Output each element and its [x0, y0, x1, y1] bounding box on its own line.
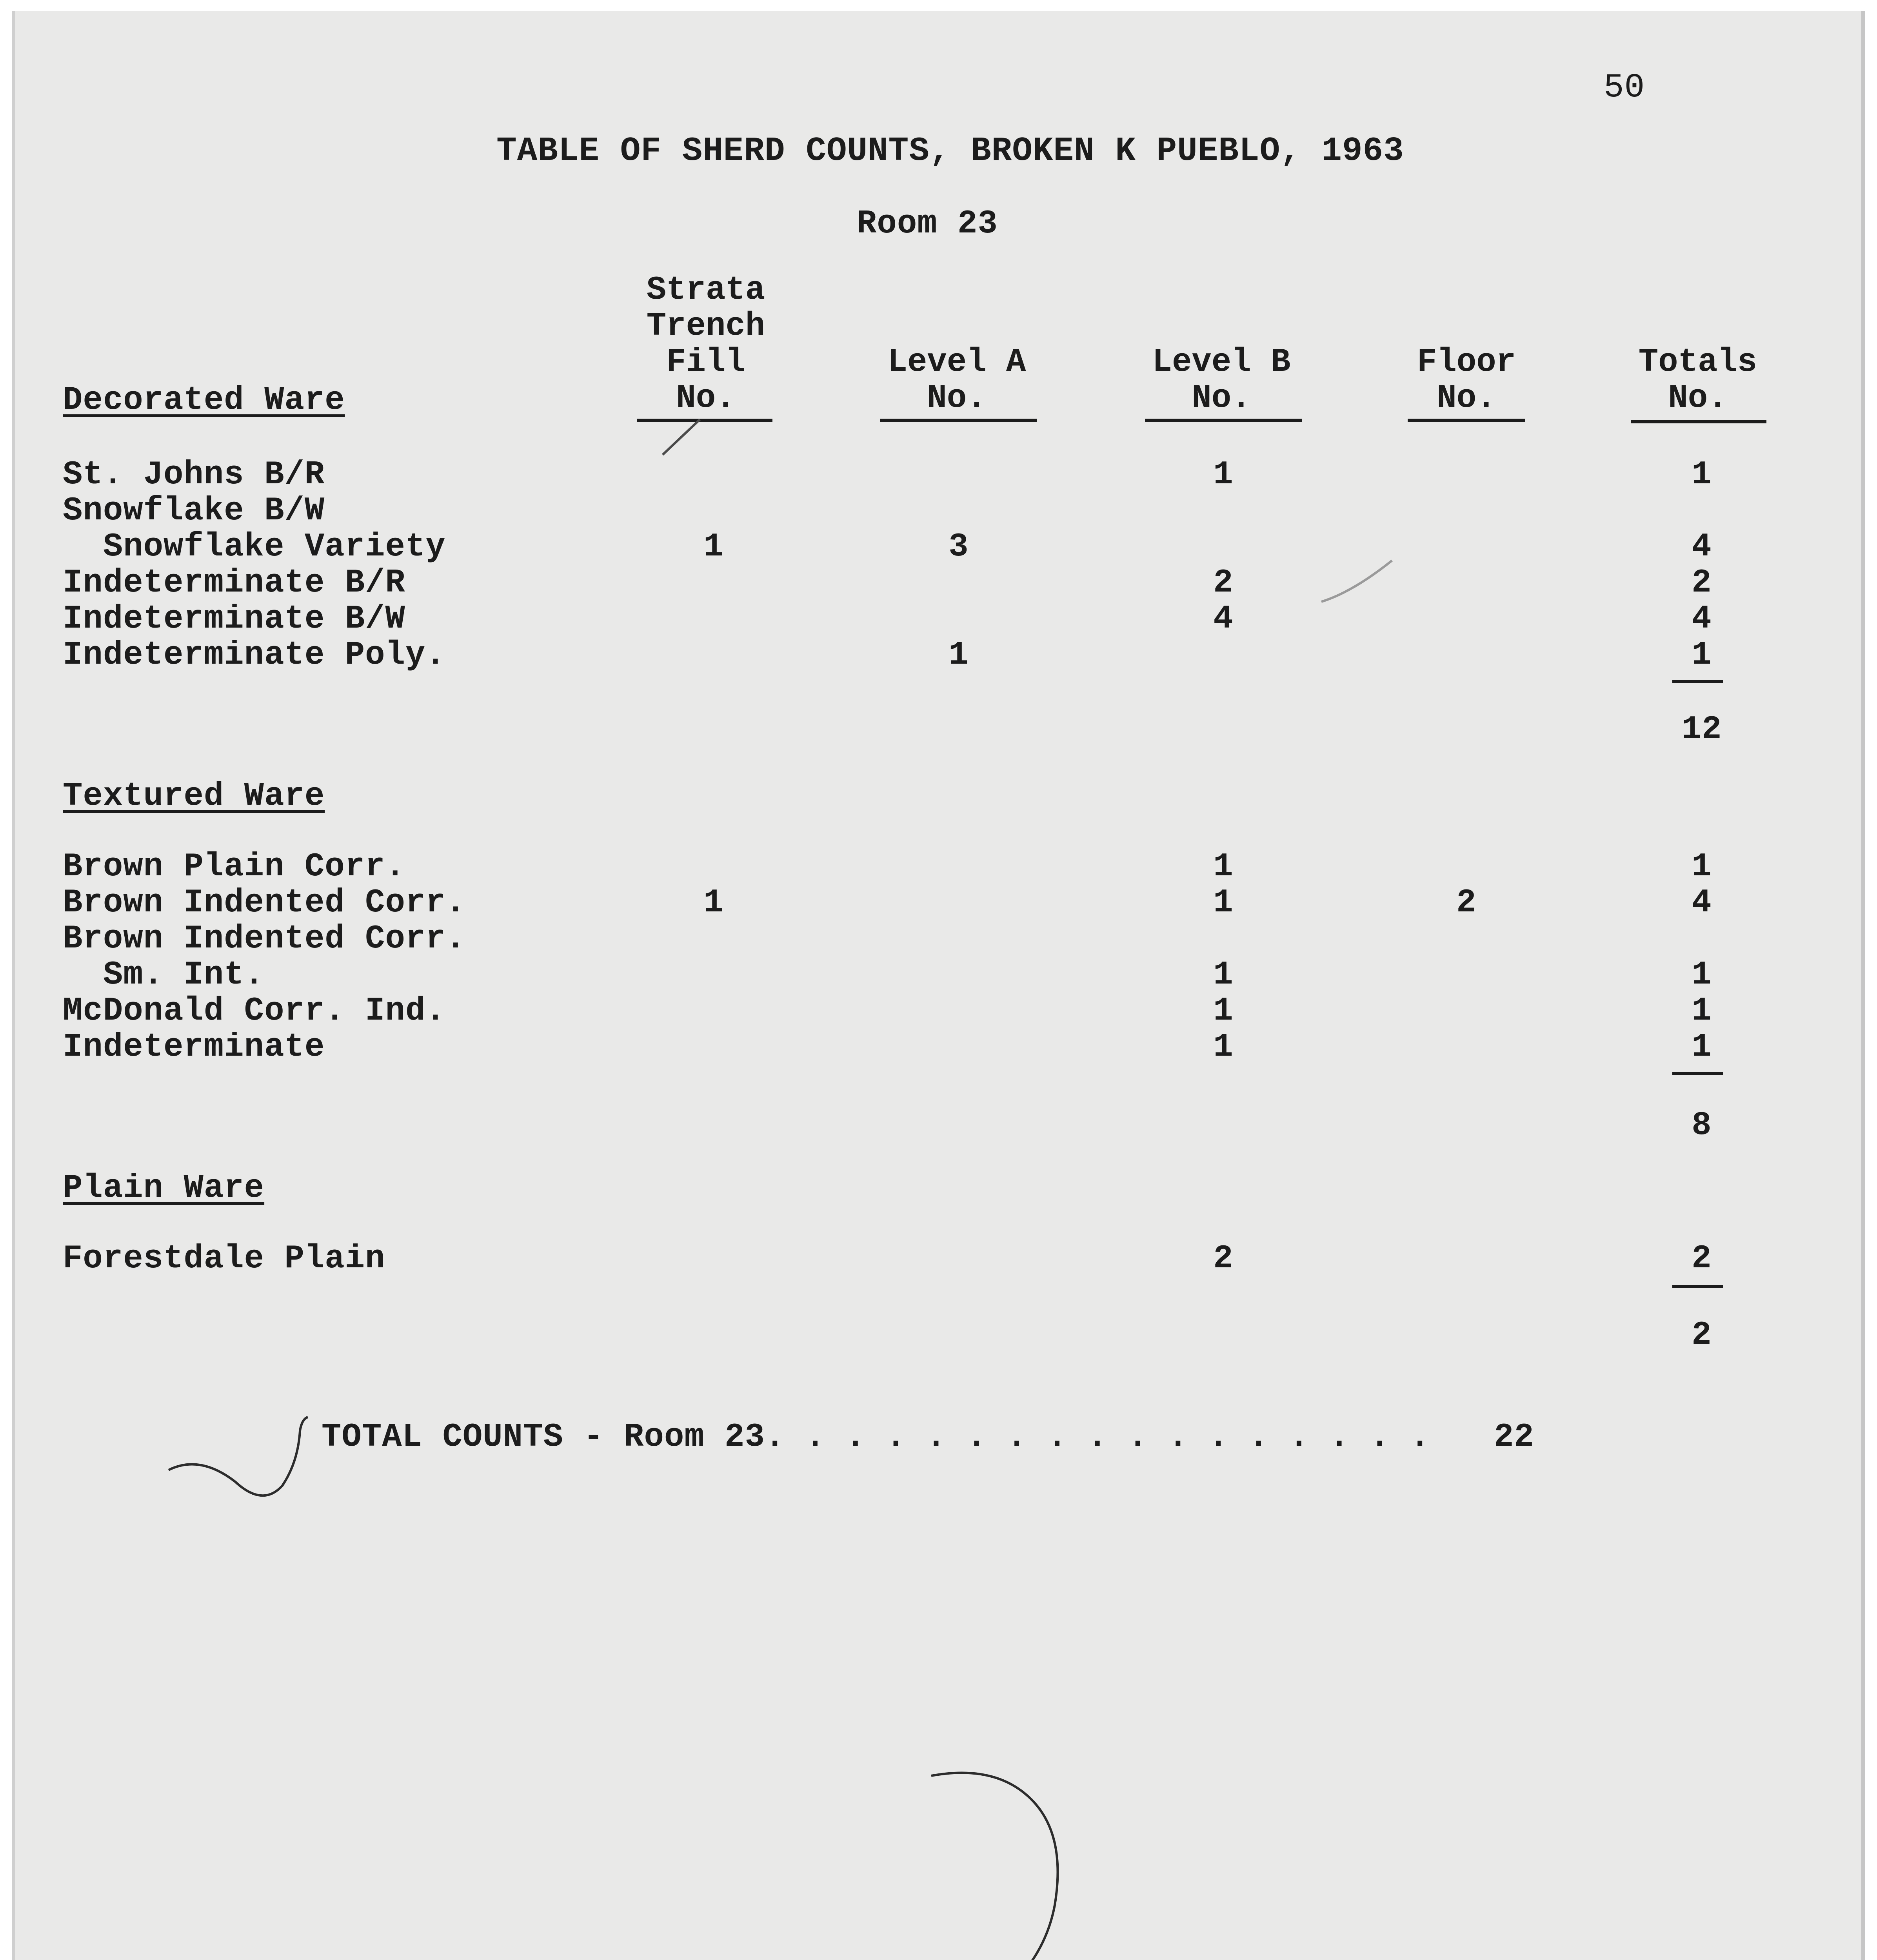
row-label: Brown Indented Corr. — [63, 920, 466, 958]
row-label: Indeterminate — [63, 1029, 325, 1066]
col-header-level-b — [1139, 345, 1304, 417]
cell-total: 1 — [1692, 848, 1712, 886]
row-label: Indeterminate B/W — [63, 601, 405, 638]
cell-level-b: 1 — [1213, 456, 1234, 494]
row-label: Brown Indented Corr. — [63, 884, 466, 922]
col-rule-floor — [1408, 419, 1525, 422]
col-header-level-b-line2: No. — [1192, 380, 1251, 417]
cell-total: 4 — [1692, 601, 1712, 638]
cell-level-b: 1 — [1213, 848, 1234, 886]
col-header-level-a — [874, 345, 1039, 417]
col-header-totals-line1: Totals — [1638, 344, 1757, 381]
row-label: Sm. Int. — [63, 956, 265, 994]
row-label: Snowflake Variety — [63, 528, 446, 566]
subtotal-value: 12 — [1681, 711, 1722, 748]
col-rule-level-b — [1145, 419, 1302, 422]
total-counts-label: TOTAL COUNTS - Room 23. . . . . . . . . . . . . . . . . — [322, 1419, 1430, 1456]
pencil-stroke-mark — [1317, 553, 1396, 608]
col-header-totals-line2: No. — [1668, 380, 1728, 417]
subtotal-value: 2 — [1692, 1317, 1712, 1354]
cell-total: 1 — [1692, 956, 1712, 994]
row-label: Snowflake B/W — [63, 492, 325, 530]
cell-level-b: 1 — [1213, 884, 1234, 922]
section-heading: Textured Ware — [63, 778, 325, 815]
cell-strata: 1 — [703, 528, 724, 566]
pencil-stroke-mark — [659, 416, 706, 459]
total-counts-value: 22 — [1494, 1419, 1534, 1456]
row-label: Indeterminate B/R — [63, 564, 405, 602]
page-title: TABLE OF SHERD COUNTS, BROKEN K PUEBLO, 1963 — [496, 132, 1404, 170]
subtotal-value: 8 — [1692, 1107, 1712, 1144]
section-heading: Plain Ware — [63, 1170, 265, 1207]
row-label: St. Johns B/R — [63, 456, 325, 494]
cell-level-b: 1 — [1213, 1029, 1234, 1066]
col-header-level-a-line2: No. — [927, 380, 987, 417]
row-label: Brown Plain Corr. — [63, 848, 405, 886]
col-header-floor-line1: Floor — [1417, 344, 1516, 381]
cell-total: 1 — [1692, 1029, 1712, 1066]
cell-total: 4 — [1692, 528, 1712, 566]
col-rule-level-a — [880, 419, 1037, 422]
cell-level-b: 4 — [1213, 601, 1234, 638]
cell-level-a: 1 — [948, 637, 969, 674]
cell-floor: 2 — [1456, 884, 1477, 922]
row-label: Forestdale Plain — [63, 1240, 385, 1278]
cell-total: 2 — [1692, 1240, 1712, 1278]
col-header-floor-line2: No. — [1437, 380, 1496, 417]
hair-fiber-mark — [925, 1764, 1090, 1960]
col-header-floor — [1402, 345, 1531, 417]
col-header-totals — [1627, 345, 1768, 417]
cell-total: 1 — [1692, 993, 1712, 1030]
cell-level-b: 2 — [1213, 1240, 1234, 1278]
section-heading: Decorated Ware — [63, 382, 345, 419]
col-rule-totals — [1631, 420, 1766, 423]
cell-level-b: 1 — [1213, 956, 1234, 994]
cell-level-b: 1 — [1213, 993, 1234, 1030]
row-label: McDonald Corr. Ind. — [63, 993, 446, 1030]
col-header-strata — [627, 272, 784, 417]
cell-level-b: 2 — [1213, 564, 1234, 602]
col-header-strata-line2: Trench — [646, 308, 765, 345]
col-header-strata-line1: Strata — [646, 272, 765, 309]
subtotal-rule — [1672, 680, 1723, 683]
cell-strata: 1 — [703, 884, 724, 922]
cell-total: 4 — [1692, 884, 1712, 922]
page-number: 50 — [1604, 68, 1645, 107]
subtotal-rule — [1672, 1072, 1723, 1075]
col-header-strata-line3: Fill — [666, 344, 745, 381]
cell-total: 2 — [1692, 564, 1712, 602]
hair-fiber-mark — [165, 1411, 329, 1513]
col-header-level-a-line1: Level A — [887, 344, 1026, 381]
col-header-strata-line4: No. — [676, 380, 736, 417]
col-header-level-b-line1: Level B — [1152, 344, 1291, 381]
cell-total: 1 — [1692, 456, 1712, 494]
cell-level-a: 3 — [948, 528, 969, 566]
page-subtitle: Room 23 — [857, 205, 998, 243]
subtotal-rule — [1672, 1285, 1723, 1288]
cell-total: 1 — [1692, 637, 1712, 674]
document-page — [12, 11, 1865, 1960]
row-label: Indeterminate Poly. — [63, 637, 446, 674]
